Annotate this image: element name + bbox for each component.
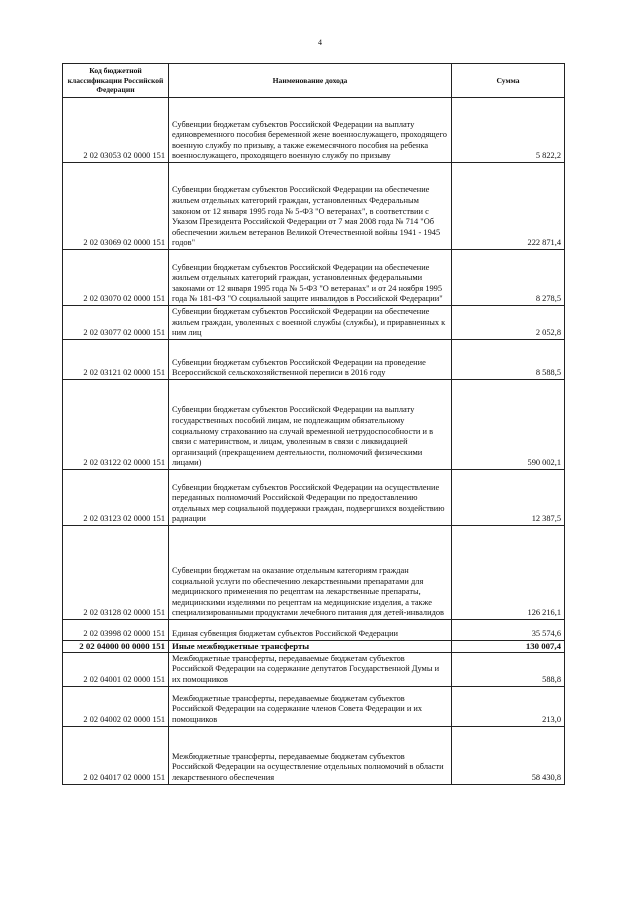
row-name: Иные межбюджетные трансферты	[169, 641, 452, 653]
table-row	[63, 526, 565, 620]
row-code: 2 02 03998 02 0000 151	[63, 620, 169, 641]
row-name: Субвенции бюджетам субъектов Российской Федерации на выплату единовременного пособия беременной жене военнослужащего, проходящего военную службу по призыву, а также ежемесячного пособия на ребенка военнослужащего, проходящего военную службу по призыву	[169, 98, 452, 163]
row-code: 2 02 04001 02 0000 151	[63, 652, 169, 686]
row-amount: 130 007,4	[452, 641, 565, 653]
header-code: Код бюджетной классификации Российской Федерации	[63, 64, 169, 98]
table-row	[63, 470, 565, 526]
table-row	[63, 340, 565, 380]
row-code: 2 02 04017 02 0000 151	[63, 726, 169, 784]
table-row-total	[63, 641, 565, 653]
table-header-row	[63, 64, 565, 98]
table-row	[63, 726, 565, 784]
row-amount: 222 871,4	[452, 163, 565, 250]
row-amount: 12 387,5	[452, 470, 565, 526]
row-code: 2 02 03053 02 0000 151	[63, 98, 169, 163]
row-name: Субвенции бюджетам субъектов Российской Федерации на осуществление переданных полномочий Российской Федерации по предоставлению отдельных мер социальной поддержки граждан, подвергшихся воздействию радиации	[169, 470, 452, 526]
row-code: 2 02 03123 02 0000 151	[63, 470, 169, 526]
table-row	[63, 306, 565, 340]
row-name: Межбюджетные трансферты, передаваемые бюджетам субъектов Российской Федерации на содержание депутатов Государственной Думы и их помощников	[169, 652, 452, 686]
row-amount: 588,8	[452, 652, 565, 686]
row-amount: 35 574,6	[452, 620, 565, 641]
row-name: Субвенции бюджетам на оказание отдельным категориям граждан социальной услуги по обеспечению лекарственными препаратами для медицинского применения по рецептам на лекарственные препараты, медицинскими изделиями по рецептам на медицинские изделия, а также специализированными продуктами лечебного питания для детей-инвалидов	[169, 526, 452, 620]
row-name: Субвенции бюджетам субъектов Российской Федерации на обеспечение жильем граждан, уволенных с военной службы (службы), и приравненных к ним лиц	[169, 306, 452, 340]
header-amount: Сумма	[452, 64, 565, 98]
row-name: Единая субвенция бюджетам субъектов Российской Федерации	[169, 620, 452, 641]
row-amount: 8 588,5	[452, 340, 565, 380]
table-row	[63, 250, 565, 306]
table-row	[63, 380, 565, 470]
row-amount: 590 002,1	[452, 380, 565, 470]
revenue-table	[62, 63, 565, 785]
row-amount: 8 278,5	[452, 250, 565, 306]
row-code: 2 02 03070 02 0000 151	[63, 250, 169, 306]
row-name: Межбюджетные трансферты, передаваемые бюджетам субъектов Российской Федерации на содержание членов Совета Федерации и их помощников	[169, 686, 452, 726]
row-name: Межбюджетные трансферты, передаваемые бюджетам субъектов Российской Федерации на осуществление отдельных полномочий в области лекарственного обеспечения	[169, 726, 452, 784]
row-name: Субвенции бюджетам субъектов Российской Федерации на обеспечение жильем отдельных категорий граждан, установленных Федеральным законом от 12 января 1995 года № 5-ФЗ "О ветеранах", в соответствии с Указом Президента Российской Федерации от 7 мая 2008 года № 714 "Об обеспечении жильем ветеранов Великой Отечественной войны 1941 - 1945 годов"	[169, 163, 452, 250]
row-code: 2 02 04002 02 0000 151	[63, 686, 169, 726]
header-name: Наименование дохода	[169, 64, 452, 98]
row-code: 2 02 03122 02 0000 151	[63, 380, 169, 470]
row-name: Субвенции бюджетам субъектов Российской Федерации на выплату государственных пособий лицам, не подлежащим обязательному социальному страхованию на случай временной нетрудоспособности и в связи с материнством, и лицам, уволенным в связи с ликвидацией организаций (прекращением деятельности, полномочий физическими лицами)	[169, 380, 452, 470]
table-row	[63, 620, 565, 641]
page-number: 4	[318, 38, 322, 47]
table-row	[63, 686, 565, 726]
row-amount: 126 216,1	[452, 526, 565, 620]
row-code: 2 02 03128 02 0000 151	[63, 526, 169, 620]
row-code: 2 02 03077 02 0000 151	[63, 306, 169, 340]
table-row	[63, 163, 565, 250]
table-row	[63, 98, 565, 163]
row-code: 2 02 03121 02 0000 151	[63, 340, 169, 380]
row-code: 2 02 03069 02 0000 151	[63, 163, 169, 250]
row-code: 2 02 04000 00 0000 151	[63, 641, 169, 653]
row-amount: 5 822,2	[452, 98, 565, 163]
row-name: Субвенции бюджетам субъектов Российской Федерации на проведение Всероссийской сельскохозяйственной переписи в 2016 году	[169, 340, 452, 380]
row-amount: 58 430,8	[452, 726, 565, 784]
table-row	[63, 652, 565, 686]
row-name: Субвенции бюджетам субъектов Российской Федерации на обеспечение жильем отдельных категорий граждан, установленных федеральными законами от 12 января 1995 года № 5-ФЗ "О ветеранах" и от 24 ноября 1995 года № 181-ФЗ "О социальной защите инвалидов в Российской Федерации"	[169, 250, 452, 306]
row-amount: 2 052,8	[452, 306, 565, 340]
row-amount: 213,0	[452, 686, 565, 726]
